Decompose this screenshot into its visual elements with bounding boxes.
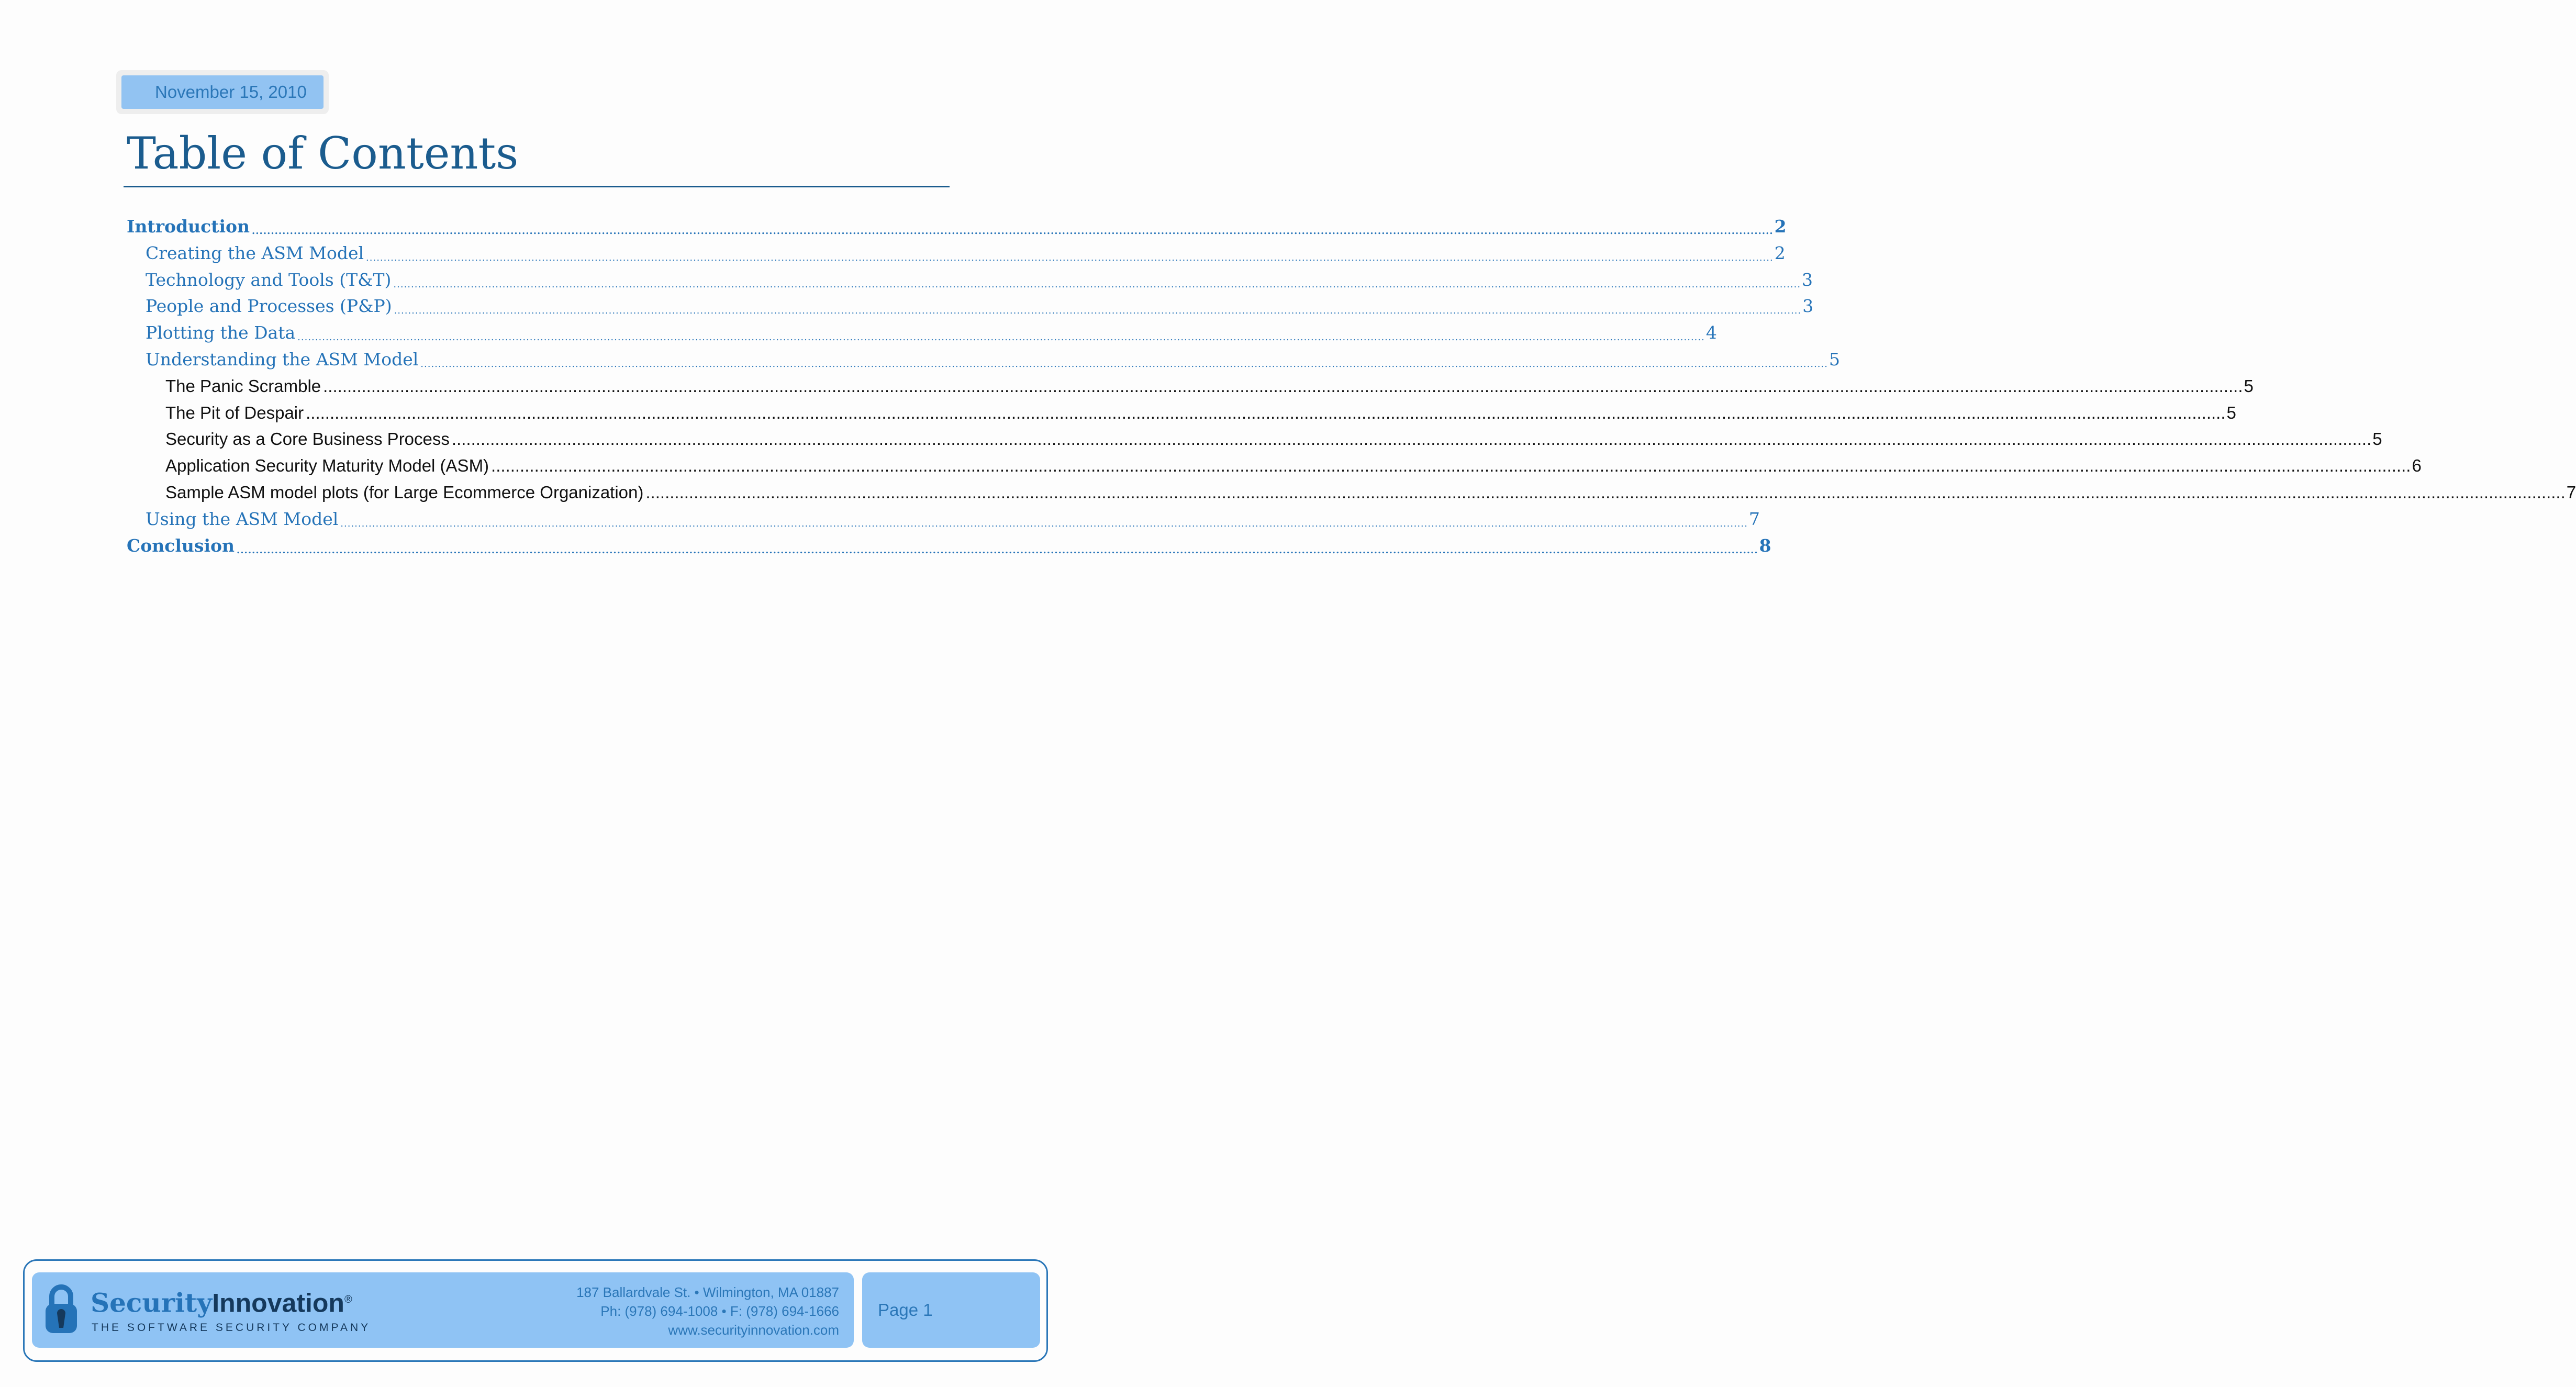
toc-entry-page: 2 bbox=[1774, 242, 1786, 263]
toc-entry-page: 7 bbox=[2566, 483, 2576, 502]
toc-entry-label: Using the ASM Model bbox=[146, 508, 339, 529]
toc-entry-label: Technology and Tools (T&T) bbox=[146, 269, 392, 290]
toc-entry-page: 3 bbox=[1802, 296, 1814, 317]
toc-entry[interactable] bbox=[127, 478, 2576, 502]
toc-entry-page: 5 bbox=[2372, 429, 2382, 449]
toc-leader-dots: ................................................................................................................................................................................................................................................................................................................................................................................................................ bbox=[394, 305, 1802, 317]
toc-entry[interactable] bbox=[127, 505, 1760, 529]
toc-entry-page: 3 bbox=[1802, 269, 1813, 290]
toc-entry-page: 5 bbox=[1828, 349, 1840, 370]
toc-leader-dots: ................................................................................................................................................................................................................................................................................................................................................................................................................ bbox=[340, 518, 1748, 529]
toc-entry-label: People and Processes (P&P) bbox=[146, 296, 392, 317]
toc-leader-dots: ................................................................................................................................................................................................................................................................................................................................................................................................................ bbox=[297, 332, 1705, 343]
toc-entry-label: The Panic Scramble bbox=[165, 376, 321, 396]
address-phone: Ph: (978) 694-1008 • F: (978) 694-1666 bbox=[600, 1303, 839, 1319]
company-website-link[interactable]: www.securityinnovation.com bbox=[668, 1322, 839, 1338]
toc-entry-label: Security as a Core Business Process bbox=[165, 429, 450, 449]
toc-entry-label: Introduction bbox=[127, 216, 250, 237]
toc-entry[interactable] bbox=[127, 532, 1771, 556]
toc-leader-dots: ................................................................................................................................................................................................................................................................................................................................................................................................................ bbox=[306, 402, 2226, 422]
toc-leader-dots: ................................................................................................................................................................................................................................................................................................................................................................................................................ bbox=[420, 359, 1828, 370]
footer-banner bbox=[32, 1272, 854, 1348]
toc-leader-dots: ................................................................................................................................................................................................................................................................................................................................................................................................................ bbox=[491, 456, 2411, 476]
toc-leader-dots: ................................................................................................................................................................................................................................................................................................................................................................................................................ bbox=[252, 226, 1774, 237]
toc-entry-label: The Pit of Despair bbox=[165, 402, 304, 422]
toc-leader-dots: ................................................................................................................................................................................................................................................................................................................................................................................................................ bbox=[366, 252, 1774, 263]
padlock-icon bbox=[43, 1283, 79, 1335]
brand-name-part1: Security bbox=[91, 1287, 213, 1318]
toc-entry-page: 2 bbox=[1774, 216, 1787, 237]
toc-leader-dots: ................................................................................................................................................................................................................................................................................................................................................................................................................ bbox=[645, 483, 2566, 502]
page-title: Table of Contents bbox=[127, 128, 519, 179]
date-header bbox=[116, 70, 329, 114]
toc-entry-label: Application Security Maturity Model (ASM) bbox=[165, 456, 489, 476]
address-street: 187 Ballardvale St. • Wilmington, MA 01887 bbox=[576, 1284, 839, 1300]
toc-entry-label: Plotting the Data bbox=[146, 322, 296, 343]
toc-leader-dots: ................................................................................................................................................................................................................................................................................................................................................................................................................ bbox=[451, 429, 2372, 449]
toc-entry[interactable] bbox=[127, 239, 1786, 263]
toc-entry[interactable] bbox=[127, 372, 2254, 396]
toc-entry-label: Creating the ASM Model bbox=[146, 242, 364, 263]
brand-name-part2: Innovation bbox=[212, 1288, 344, 1318]
toc-entry[interactable] bbox=[127, 425, 2382, 449]
registered-mark: ® bbox=[344, 1294, 352, 1305]
toc-entry-label: Sample ASM model plots (for Large Ecommerce Organization) bbox=[165, 483, 644, 502]
toc-leader-dots: ................................................................................................................................................................................................................................................................................................................................................................................................................ bbox=[393, 278, 1801, 290]
toc-entry[interactable] bbox=[127, 452, 2422, 476]
toc-entry-page: 4 bbox=[1705, 322, 1717, 343]
toc-entry-page: 6 bbox=[2412, 456, 2422, 476]
toc-entry-page: 5 bbox=[2226, 402, 2236, 422]
toc-leader-dots: ................................................................................................................................................................................................................................................................................................................................................................................................................ bbox=[237, 544, 1758, 556]
company-tagline: THE SOFTWARE SECURITY COMPANY bbox=[92, 1322, 371, 1334]
toc-entry[interactable] bbox=[127, 266, 1813, 290]
toc-entry[interactable] bbox=[127, 345, 1840, 370]
toc-entry-page: 7 bbox=[1748, 508, 1760, 529]
company-logo bbox=[91, 1284, 352, 1319]
toc-entry[interactable] bbox=[127, 319, 1717, 343]
toc-leader-dots: ................................................................................................................................................................................................................................................................................................................................................................................................................ bbox=[323, 376, 2243, 396]
page-number: Page 1 bbox=[862, 1272, 1040, 1348]
toc-entry-label: Conclusion bbox=[127, 535, 235, 556]
toc-entry[interactable] bbox=[127, 399, 2236, 423]
company-address bbox=[576, 1283, 839, 1339]
title-divider bbox=[124, 186, 950, 187]
toc-entry[interactable] bbox=[127, 292, 1814, 317]
toc-entry[interactable] bbox=[127, 212, 1787, 237]
page-footer bbox=[23, 1259, 1048, 1362]
toc-entry-page: 8 bbox=[1759, 535, 1771, 556]
date-label: November 15, 2010 bbox=[121, 75, 324, 109]
toc-entry-label: Understanding the ASM Model bbox=[146, 349, 419, 370]
toc-entry-page: 5 bbox=[2244, 376, 2254, 396]
